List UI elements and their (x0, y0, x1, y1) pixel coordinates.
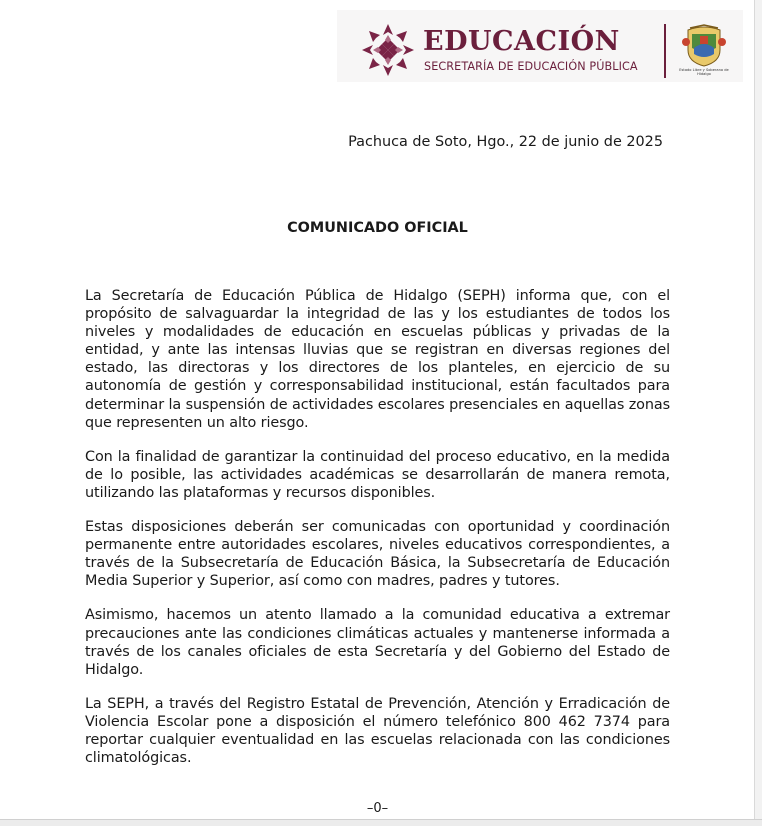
seal-caption: Estado Libre y Soberano de Hidalgo (679, 68, 729, 76)
page-edge-bottom (0, 819, 762, 826)
closing-mark: –0– (366, 801, 389, 816)
coat-of-arms-icon (680, 24, 728, 68)
page-edge-right (754, 0, 762, 826)
brand-title: EDUCACIÓN (423, 26, 620, 57)
brand-subtitle: SECRETARÍA DE EDUCACIÓN PÚBLICA (424, 60, 638, 73)
paragraph: La SEPH, a través del Registro Estatal de Prevención, Atención y Erradicación de Violencia Escolar pone a disposición el número telefónico 800 462 7374 para reportar cualquier eventualidad en las escuelas relacionada con las condiciones climatológicas. (85, 695, 670, 767)
paragraph: Estas disposiciones deberán ser comunicadas con oportunidad y coordinación permanente entre autoridades escolares, niveles educativos correspondientes, a través de la Subsecretaría de Educación Básica, la Subsecretaría de Educación Media Superior y Superior, así como con madres, padres y tutores. (85, 519, 670, 590)
document-body (85, 287, 670, 783)
paragraph: La Secretaría de Educación Pública de Hidalgo (SEPH) informa que, con el propósito de salvaguardar la integridad de las y los estudiantes de todos los niveles y modalidades de educación en escuelas públicas y privadas de la entidad, y ante las intensas lluvias que se registran en diversas regiones del estado, las directoras y los directores de los planteles, en ejercicio de su autonomía de gestión y corresponsabilidad institucional, están facultados para determinar la suspensión de actividades escolares presenciales en aquellas zonas que representen un alto riesgo. (85, 288, 670, 431)
date-line: Pachuca de Soto, Hgo., 22 de junio de 2025 (348, 134, 663, 150)
paragraph: Con la finalidad de garantizar la continuidad del proceso educativo, en la medida de lo posible, las actividades académicas se desarrollarán de manera remota, utilizando las plataformas y recursos disponibles. (85, 448, 670, 501)
header-divider (664, 24, 666, 78)
paragraph: Asimismo, hacemos un atento llamado a la comunidad educativa a extremar precauciones ante las condiciones climáticas actuales y mantenerse informada a través de los canales oficiales de esta Secretaría y del Gobierno del Estado de Hidalgo. (85, 607, 670, 678)
document-heading: COMUNICADO OFICIAL (287, 220, 468, 236)
star-emblem-icon (360, 22, 416, 78)
